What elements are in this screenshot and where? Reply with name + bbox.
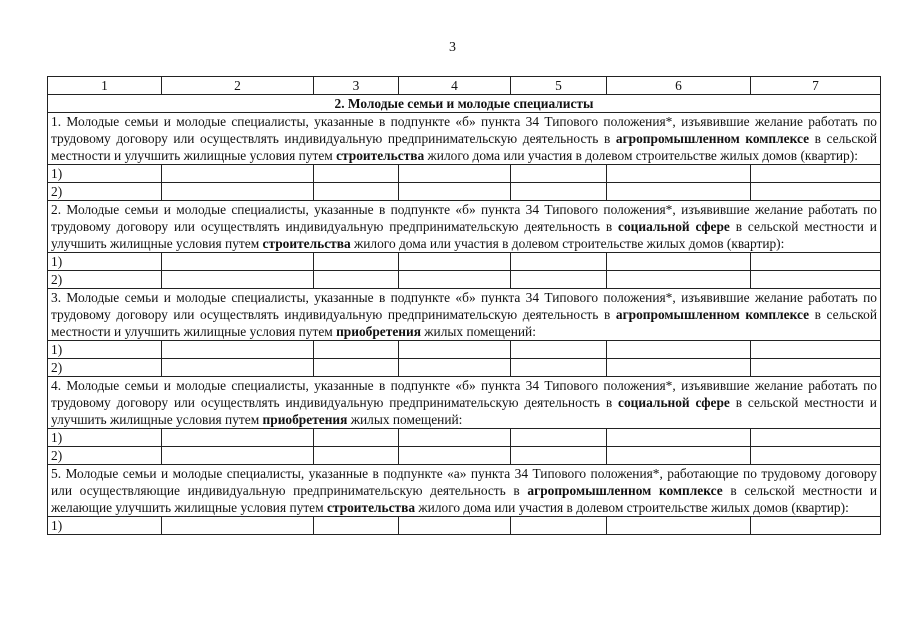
entry-cell[interactable] <box>511 341 607 359</box>
entry-cell[interactable] <box>399 447 511 465</box>
group-description-row <box>48 113 881 165</box>
group-description <box>48 377 881 429</box>
table-body <box>48 77 881 535</box>
entry-cell[interactable] <box>314 183 399 201</box>
entry-cell[interactable] <box>511 253 607 271</box>
entry-row <box>48 517 881 535</box>
entry-cell[interactable] <box>162 341 314 359</box>
group-description-row <box>48 465 881 517</box>
emphasized-text: приобретения <box>336 324 421 339</box>
entry-cell[interactable] <box>511 271 607 289</box>
emphasized-text: строительства <box>262 236 351 251</box>
description-text: в сельской местности и улучшить жилищные условия путем <box>51 219 877 251</box>
entry-cell[interactable] <box>511 429 607 447</box>
entry-cell[interactable] <box>399 517 511 535</box>
entry-cell[interactable] <box>399 253 511 271</box>
entry-cell[interactable] <box>162 253 314 271</box>
entry-cell[interactable] <box>399 271 511 289</box>
entry-cell[interactable] <box>751 253 881 271</box>
description-text: жилого дома или участия в долевом строительстве жилых домов (квартир): <box>415 500 849 515</box>
entry-cell[interactable] <box>607 429 751 447</box>
description-text: 5. Молодые семьи и молодые специалисты, указанные в подпункте «а» пункта 34 Типового положения*, работающие по трудовому договору или осуществляющие индивидуальную предпринимательскую деятельность в <box>51 466 877 498</box>
entry-cell[interactable] <box>399 341 511 359</box>
entry-cell[interactable] <box>162 517 314 535</box>
entry-cell[interactable] <box>314 517 399 535</box>
entry-cell[interactable] <box>399 359 511 377</box>
description-text: 2. Молодые семьи и молодые специалисты, указанные в подпункте «б» пункта 34 Типового положения*, изъявившие желание работать по трудовому договору или осуществлять индивидуальную предпринимательскую деятельность в <box>51 202 877 234</box>
emphasized-text: социальной сфере <box>618 219 730 234</box>
entry-number: 1) <box>48 517 162 535</box>
entry-cell[interactable] <box>314 429 399 447</box>
entry-cell[interactable] <box>511 165 607 183</box>
emphasized-text: строительства <box>326 500 416 515</box>
description-text: 1. Молодые семьи и молодые специалисты, указанные в подпункте «б» пункта 34 Типового положения*, изъявившие желание работать по трудовому договору или осуществлять индивидуальную предпринимательскую деятельность в <box>51 114 877 146</box>
entry-cell[interactable] <box>751 183 881 201</box>
entry-cell[interactable] <box>607 447 751 465</box>
description-text: жилых помещений: <box>347 412 463 427</box>
entry-row <box>48 253 881 271</box>
description-text: в сельской местности и улучшить жилищные условия путем <box>51 131 877 163</box>
entry-cell[interactable] <box>399 183 511 201</box>
entry-cell[interactable] <box>607 517 751 535</box>
entry-cell[interactable] <box>607 253 751 271</box>
entry-cell[interactable] <box>162 359 314 377</box>
entry-number: 1) <box>48 253 162 271</box>
group-description <box>48 465 881 517</box>
entry-row <box>48 429 881 447</box>
group-description-row <box>48 201 881 253</box>
entry-row <box>48 183 881 201</box>
entry-cell[interactable] <box>751 447 881 465</box>
section-heading-row <box>48 95 881 113</box>
column-number-cell: 4 <box>399 77 511 95</box>
description-text: жилого дома или участия в долевом строительстве жилых домов (квартир): <box>424 148 858 163</box>
column-number-cell: 6 <box>607 77 751 95</box>
column-number-cell: 3 <box>314 77 399 95</box>
entry-cell[interactable] <box>399 429 511 447</box>
description-text: в сельской местности и улучшить жилищные условия путем <box>51 307 877 339</box>
column-number-cell: 5 <box>511 77 607 95</box>
emphasized-text: строительства <box>336 148 425 163</box>
entry-cell[interactable] <box>511 517 607 535</box>
entry-cell[interactable] <box>314 271 399 289</box>
entry-cell[interactable] <box>607 271 751 289</box>
entry-cell[interactable] <box>314 447 399 465</box>
entry-row <box>48 359 881 377</box>
entry-cell[interactable] <box>314 165 399 183</box>
column-number-row <box>48 77 881 95</box>
entry-cell[interactable] <box>751 341 881 359</box>
entry-number: 1) <box>48 429 162 447</box>
entry-row <box>48 271 881 289</box>
emphasized-text: агропромышленном комплексе <box>527 483 723 498</box>
entry-cell[interactable] <box>751 271 881 289</box>
description-text: в сельской местности и улучшить жилищные условия путем <box>51 395 877 427</box>
column-number-cell: 1 <box>48 77 162 95</box>
entry-cell[interactable] <box>751 359 881 377</box>
entry-cell[interactable] <box>314 341 399 359</box>
column-number-cell: 7 <box>751 77 881 95</box>
entry-cell[interactable] <box>511 359 607 377</box>
emphasized-text: агропромышленном комплексе <box>615 131 810 146</box>
group-description <box>48 113 881 165</box>
entry-cell[interactable] <box>399 165 511 183</box>
entry-cell[interactable] <box>162 429 314 447</box>
entry-number: 2) <box>48 271 162 289</box>
description-text: 4. Молодые семьи и молодые специалисты, указанные в подпункте «б» пункта 34 Типового положения*, изъявившие желание работать по трудовому договору или осуществлять индивидуальную предпринимательскую деятельность в <box>51 378 877 410</box>
entry-number: 1) <box>48 165 162 183</box>
entry-cell[interactable] <box>511 447 607 465</box>
entry-number: 1) <box>48 341 162 359</box>
group-description <box>48 289 881 341</box>
entry-number: 2) <box>48 359 162 377</box>
entry-cell[interactable] <box>607 341 751 359</box>
form-table <box>47 76 881 535</box>
entry-cell[interactable] <box>607 183 751 201</box>
entry-cell[interactable] <box>751 165 881 183</box>
entry-number: 2) <box>48 447 162 465</box>
group-description <box>48 201 881 253</box>
column-number-cell: 2 <box>162 77 314 95</box>
entry-cell[interactable] <box>751 517 881 535</box>
entry-cell[interactable] <box>162 165 314 183</box>
entry-row <box>48 165 881 183</box>
description-text: жилых помещений: <box>420 324 536 339</box>
entry-cell[interactable] <box>511 183 607 201</box>
entry-row <box>48 447 881 465</box>
entry-row <box>48 341 881 359</box>
entry-cell[interactable] <box>607 359 751 377</box>
entry-cell[interactable] <box>162 447 314 465</box>
emphasized-text: агропромышленном комплексе <box>615 307 810 322</box>
section-title: 2. Молодые семьи и молодые специалисты <box>48 95 881 113</box>
description-text: в сельской местности и желающие улучшить жилищные условия путем <box>51 483 877 515</box>
entry-cell[interactable] <box>607 165 751 183</box>
group-description-row <box>48 289 881 341</box>
entry-number: 2) <box>48 183 162 201</box>
description-text: жилого дома или участия в долевом строительстве жилых домов (квартир): <box>350 236 785 251</box>
entry-cell[interactable] <box>314 253 399 271</box>
group-description-row <box>48 377 881 429</box>
entry-cell[interactable] <box>162 271 314 289</box>
entry-cell[interactable] <box>314 359 399 377</box>
entry-cell[interactable] <box>162 183 314 201</box>
description-text: 3. Молодые семьи и молодые специалисты, указанные в подпункте «б» пункта 34 Типового положения*, изъявившие желание работать по трудовому договору или осуществлять индивидуальную предпринимательскую деятельность в <box>51 290 877 322</box>
emphasized-text: приобретения <box>262 412 348 427</box>
emphasized-text: социальной сфере <box>618 395 730 410</box>
entry-cell[interactable] <box>751 429 881 447</box>
page-number: 3 <box>449 40 456 55</box>
